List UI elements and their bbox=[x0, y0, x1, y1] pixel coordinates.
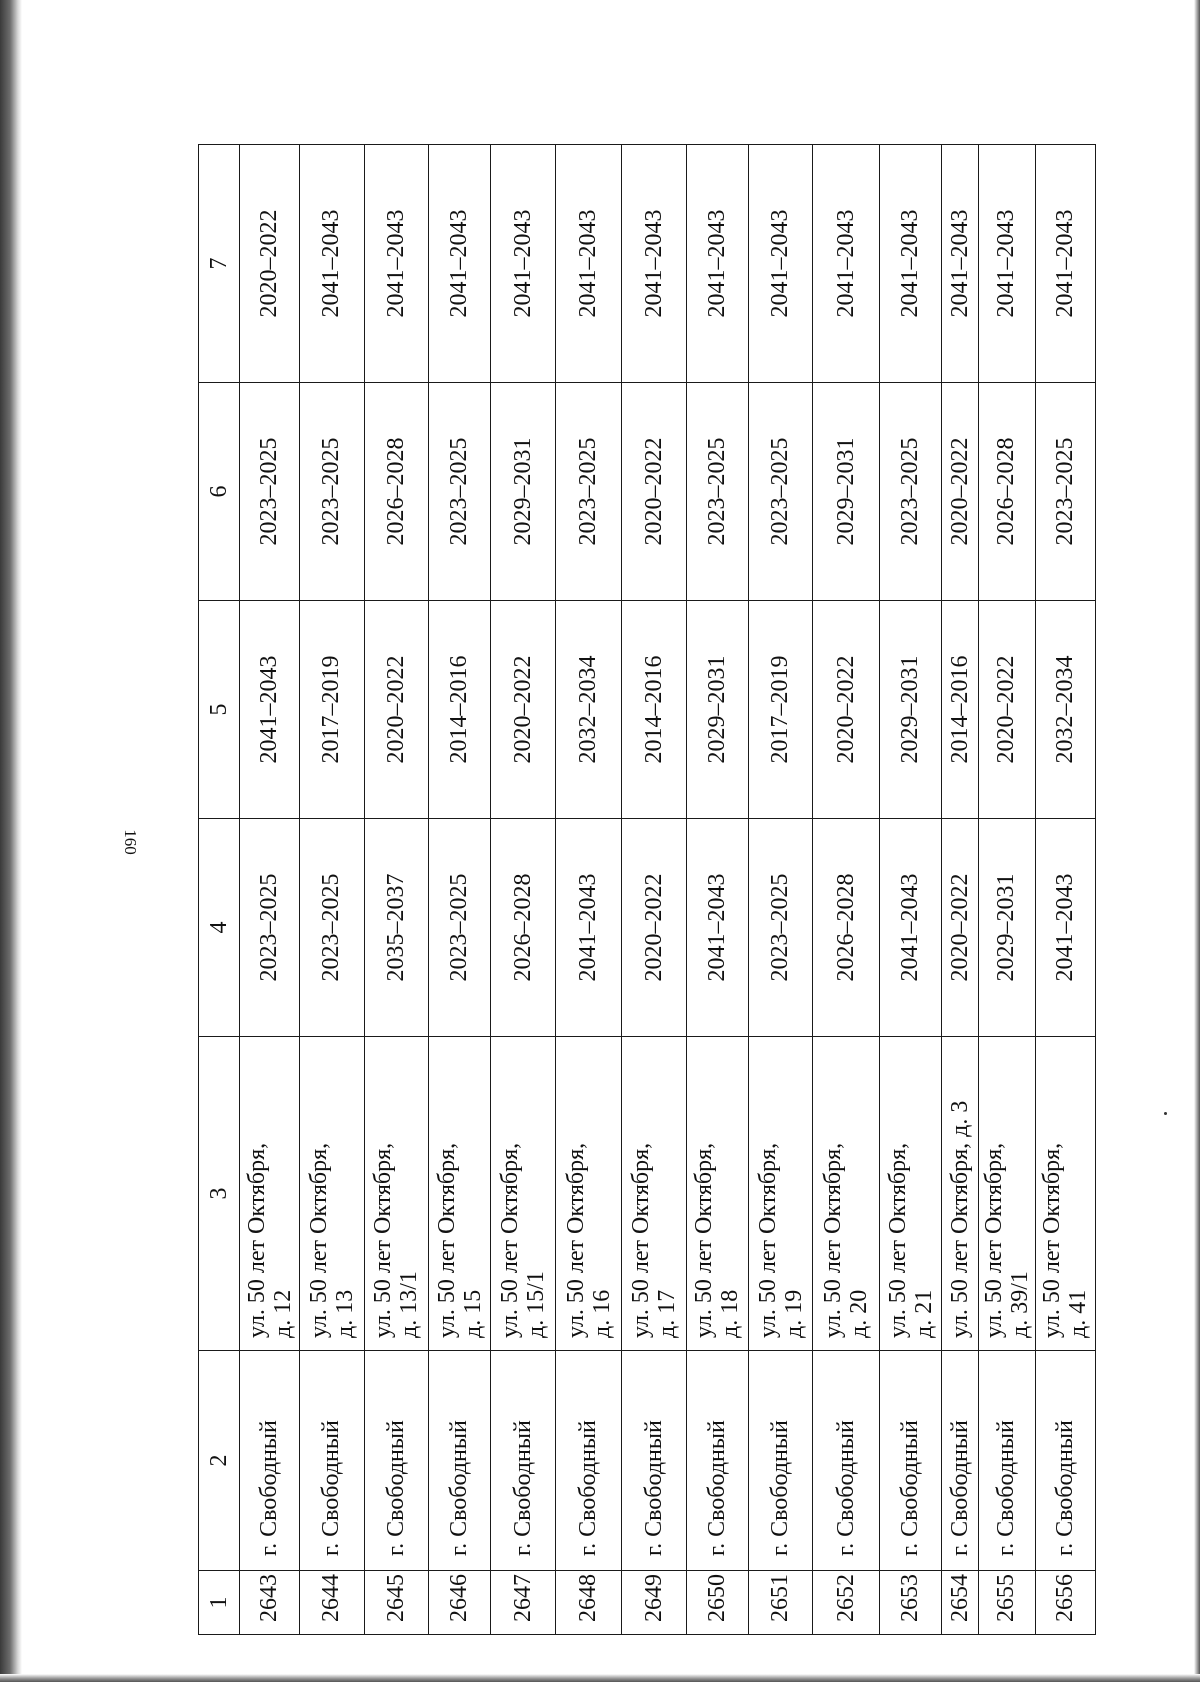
address-cell bbox=[749, 1037, 813, 1351]
period-col7-cell: 2041–2043 bbox=[364, 145, 428, 383]
table-row bbox=[813, 145, 880, 1635]
header-col-6: 6 bbox=[199, 383, 240, 601]
period-col5-cell: 2020–2022 bbox=[491, 601, 555, 819]
row-number-cell: 2645 bbox=[364, 1571, 428, 1635]
period-col7-cell: 2041–2043 bbox=[622, 145, 686, 383]
city-cell: г. Свободный bbox=[942, 1351, 979, 1571]
table-row bbox=[622, 145, 686, 1635]
period-col6-cell: 2023–2025 bbox=[880, 383, 942, 601]
table-body bbox=[240, 145, 1096, 1635]
address-cell bbox=[1035, 1037, 1095, 1351]
city-cell: г. Свободный bbox=[1035, 1351, 1095, 1571]
period-col6-cell: 2023–2025 bbox=[240, 383, 300, 601]
row-number-cell: 2643 bbox=[240, 1571, 300, 1635]
period-col5-cell: 2029–2031 bbox=[880, 601, 942, 819]
period-col5-cell: 2020–2022 bbox=[364, 601, 428, 819]
period-col5-cell: 2020–2022 bbox=[978, 601, 1035, 819]
period-col7-cell: 2041–2043 bbox=[749, 145, 813, 383]
city-cell: г. Свободный bbox=[749, 1351, 813, 1571]
row-number-cell: 2655 bbox=[978, 1571, 1035, 1635]
table-row bbox=[942, 145, 979, 1635]
address-cell bbox=[686, 1037, 748, 1351]
period-col6-cell: 2023–2025 bbox=[1035, 383, 1095, 601]
period-col5-cell: 2017–2019 bbox=[300, 601, 364, 819]
address-line-2: д. 17 bbox=[654, 1289, 681, 1338]
scan-edge-left bbox=[0, 0, 22, 1682]
period-col5-cell: 2029–2031 bbox=[686, 601, 748, 819]
period-col5-cell: 2014–2016 bbox=[429, 601, 491, 819]
city-cell: г. Свободный bbox=[813, 1351, 880, 1571]
period-col5-cell: 2017–2019 bbox=[749, 601, 813, 819]
row-number-cell: 2644 bbox=[300, 1571, 364, 1635]
period-col4-cell: 2020–2022 bbox=[622, 819, 686, 1037]
period-col4-cell: 2041–2043 bbox=[1035, 819, 1095, 1037]
period-col6-cell: 2023–2025 bbox=[555, 383, 622, 601]
period-col4-cell: 2023–2025 bbox=[240, 819, 300, 1037]
period-col5-cell: 2014–2016 bbox=[622, 601, 686, 819]
address-cell bbox=[622, 1037, 686, 1351]
city-cell: г. Свободный bbox=[429, 1351, 491, 1571]
header-col-4: 4 bbox=[199, 819, 240, 1037]
city-cell: г. Свободный bbox=[240, 1351, 300, 1571]
period-col4-cell: 2029–2031 bbox=[978, 819, 1035, 1037]
row-number-cell: 2650 bbox=[686, 1571, 748, 1635]
city-cell: г. Свободный bbox=[491, 1351, 555, 1571]
period-col5-cell: 2020–2022 bbox=[813, 601, 880, 819]
address-cell bbox=[555, 1037, 622, 1351]
address-line-1: ул. 50 лет Октября, bbox=[243, 1142, 270, 1338]
table-row bbox=[978, 145, 1035, 1635]
period-col6-cell: 2020–2022 bbox=[622, 383, 686, 601]
address-cell bbox=[813, 1037, 880, 1351]
header-row bbox=[199, 145, 240, 1635]
header-col-3: 3 bbox=[199, 1037, 240, 1351]
period-col7-cell: 2020–2022 bbox=[240, 145, 300, 383]
period-col6-cell: 2020–2022 bbox=[942, 383, 979, 601]
row-number-cell: 2647 bbox=[491, 1571, 555, 1635]
address-line-1: ул. 50 лет Октября, bbox=[754, 1142, 781, 1338]
table-row bbox=[364, 145, 428, 1635]
period-col5-cell: 2032–2034 bbox=[1035, 601, 1095, 819]
address-line-2: д. 15 bbox=[459, 1289, 486, 1338]
table-row bbox=[880, 145, 942, 1635]
period-col5-cell: 2041–2043 bbox=[240, 601, 300, 819]
address-cell bbox=[491, 1037, 555, 1351]
address-line-1: ул. 50 лет Октября, bbox=[628, 1142, 655, 1338]
page-number: 160 bbox=[121, 829, 140, 855]
row-number-cell: 2654 bbox=[942, 1571, 979, 1635]
table-row bbox=[1035, 145, 1095, 1635]
city-cell: г. Свободный bbox=[686, 1351, 748, 1571]
table-row bbox=[749, 145, 813, 1635]
city-cell: г. Свободный bbox=[880, 1351, 942, 1571]
row-number-cell: 2653 bbox=[880, 1571, 942, 1635]
address-line-2: д. 41 bbox=[1065, 1289, 1092, 1338]
table-row bbox=[429, 145, 491, 1635]
city-cell: г. Свободный bbox=[364, 1351, 428, 1571]
period-col4-cell: 2023–2025 bbox=[749, 819, 813, 1037]
address-cell bbox=[429, 1037, 491, 1351]
address-cell bbox=[300, 1037, 364, 1351]
table-row bbox=[240, 145, 300, 1635]
table-row bbox=[300, 145, 364, 1635]
address-line-2: д. 16 bbox=[588, 1289, 615, 1338]
address-line-1: ул. 50 лет Октября, д. 3 bbox=[947, 1100, 974, 1338]
scan-edge-bottom bbox=[0, 1674, 1200, 1682]
period-col6-cell: 2023–2025 bbox=[749, 383, 813, 601]
period-col4-cell: 2041–2043 bbox=[686, 819, 748, 1037]
period-col7-cell: 2041–2043 bbox=[1035, 145, 1095, 383]
address-line-2: д. 19 bbox=[780, 1289, 807, 1338]
address-line-2: д. 12 bbox=[269, 1289, 296, 1338]
address-line-2: д. 21 bbox=[910, 1289, 937, 1338]
period-col4-cell: 2023–2025 bbox=[429, 819, 491, 1037]
header-col-1: 1 bbox=[199, 1571, 240, 1635]
header-col-5: 5 bbox=[199, 601, 240, 819]
period-col4-cell: 2035–2037 bbox=[364, 819, 428, 1037]
address-line-2: д. 18 bbox=[717, 1289, 744, 1338]
address-line-1: ул. 50 лет Октября, bbox=[1039, 1142, 1066, 1338]
period-col4-cell: 2026–2028 bbox=[491, 819, 555, 1037]
period-col7-cell: 2041–2043 bbox=[942, 145, 979, 383]
row-number-cell: 2649 bbox=[622, 1571, 686, 1635]
address-line-1: ул. 50 лет Октября, bbox=[370, 1142, 397, 1338]
period-col6-cell: 2023–2025 bbox=[429, 383, 491, 601]
schedule-table bbox=[198, 144, 1096, 1635]
rotated-table-container bbox=[198, 145, 1096, 1635]
period-col4-cell: 2023–2025 bbox=[300, 819, 364, 1037]
city-cell: г. Свободный bbox=[300, 1351, 364, 1571]
period-col7-cell: 2041–2043 bbox=[813, 145, 880, 383]
address-line-1: ул. 50 лет Октября, bbox=[562, 1142, 589, 1338]
period-col7-cell: 2041–2043 bbox=[491, 145, 555, 383]
address-line-2: д. 20 bbox=[846, 1289, 873, 1338]
period-col6-cell: 2023–2025 bbox=[686, 383, 748, 601]
address-line-1: ул. 50 лет Октября, bbox=[820, 1142, 847, 1338]
period-col6-cell: 2023–2025 bbox=[300, 383, 364, 601]
period-col4-cell: 2041–2043 bbox=[555, 819, 622, 1037]
row-number-cell: 2646 bbox=[429, 1571, 491, 1635]
period-col7-cell: 2041–2043 bbox=[555, 145, 622, 383]
address-cell bbox=[880, 1037, 942, 1351]
address-cell bbox=[978, 1037, 1035, 1351]
header-col-2: 2 bbox=[199, 1351, 240, 1571]
address-cell bbox=[942, 1037, 979, 1351]
scan-edge-right bbox=[1194, 0, 1200, 1682]
period-col5-cell: 2032–2034 bbox=[555, 601, 622, 819]
period-col7-cell: 2041–2043 bbox=[978, 145, 1035, 383]
address-line-1: ул. 50 лет Октября, bbox=[980, 1142, 1007, 1338]
address-cell bbox=[364, 1037, 428, 1351]
period-col4-cell: 2026–2028 bbox=[813, 819, 880, 1037]
row-number-cell: 2652 bbox=[813, 1571, 880, 1635]
period-col6-cell: 2029–2031 bbox=[491, 383, 555, 601]
city-cell: г. Свободный bbox=[555, 1351, 622, 1571]
table-row bbox=[555, 145, 622, 1635]
period-col6-cell: 2026–2028 bbox=[364, 383, 428, 601]
row-number-cell: 2651 bbox=[749, 1571, 813, 1635]
scan-speck bbox=[1164, 1112, 1167, 1115]
address-cell bbox=[240, 1037, 300, 1351]
address-line-1: ул. 50 лет Октября, bbox=[884, 1142, 911, 1338]
address-line-1: ул. 50 лет Октября, bbox=[305, 1142, 332, 1338]
address-line-2: д. 13 bbox=[331, 1289, 358, 1338]
row-number-cell: 2648 bbox=[555, 1571, 622, 1635]
header-col-7: 7 bbox=[199, 145, 240, 383]
period-col7-cell: 2041–2043 bbox=[686, 145, 748, 383]
address-line-1: ул. 50 лет Октября, bbox=[691, 1142, 718, 1338]
period-col6-cell: 2026–2028 bbox=[978, 383, 1035, 601]
period-col7-cell: 2041–2043 bbox=[300, 145, 364, 383]
city-cell: г. Свободный bbox=[978, 1351, 1035, 1571]
row-number-cell: 2656 bbox=[1035, 1571, 1095, 1635]
address-line-1: ул. 50 лет Октября, bbox=[433, 1142, 460, 1338]
address-line-2: д. 39/1 bbox=[1006, 1271, 1033, 1338]
period-col7-cell: 2041–2043 bbox=[880, 145, 942, 383]
address-line-1: ул. 50 лет Октября, bbox=[497, 1142, 524, 1338]
address-line-2: д. 13/1 bbox=[396, 1271, 423, 1338]
city-cell: г. Свободный bbox=[622, 1351, 686, 1571]
table-row bbox=[491, 145, 555, 1635]
period-col7-cell: 2041–2043 bbox=[429, 145, 491, 383]
period-col6-cell: 2029–2031 bbox=[813, 383, 880, 601]
period-col4-cell: 2041–2043 bbox=[880, 819, 942, 1037]
table-row bbox=[686, 145, 748, 1635]
period-col4-cell: 2020–2022 bbox=[942, 819, 979, 1037]
address-line-2: д. 15/1 bbox=[523, 1271, 550, 1338]
period-col5-cell: 2014–2016 bbox=[942, 601, 979, 819]
